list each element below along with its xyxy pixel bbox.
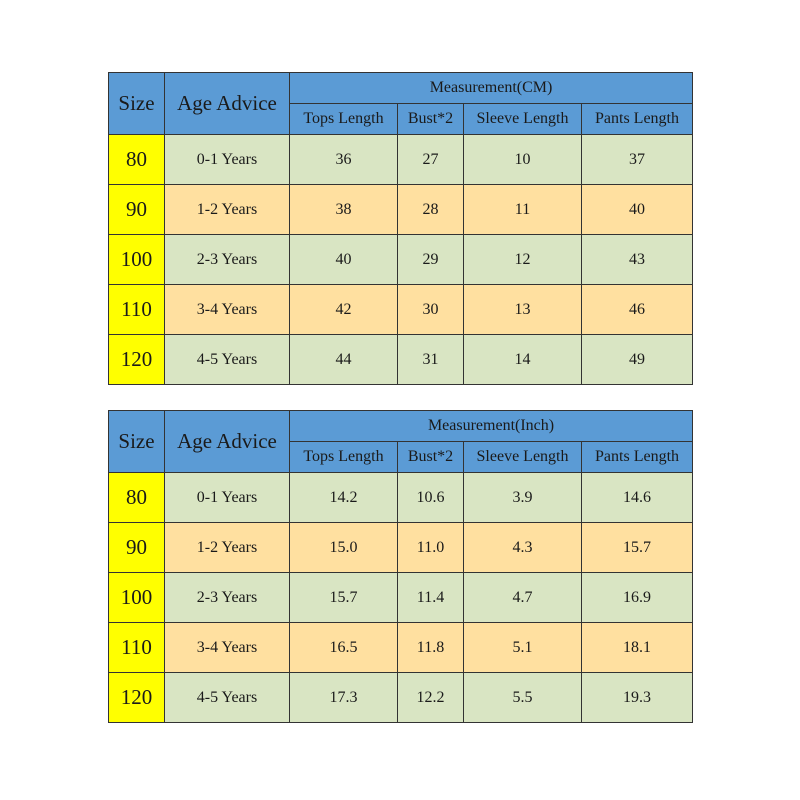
column-header: Bust*2: [398, 442, 464, 473]
age-cell: 4-5 Years: [165, 335, 290, 385]
value-cell: 17.3: [290, 673, 398, 723]
value-cell: 15.0: [290, 523, 398, 573]
value-cell: 10.6: [398, 473, 464, 523]
value-cell: 16.9: [582, 573, 693, 623]
age-advice-header: Age Advice: [165, 73, 290, 135]
value-cell: 36: [290, 135, 398, 185]
size-cell: 110: [109, 285, 165, 335]
table-row: [109, 473, 693, 523]
value-cell: 43: [582, 235, 693, 285]
value-cell: 12.2: [398, 673, 464, 723]
table-row: [109, 623, 693, 673]
value-cell: 5.5: [464, 673, 582, 723]
value-cell: 31: [398, 335, 464, 385]
value-cell: 38: [290, 185, 398, 235]
age-cell: 3-4 Years: [165, 623, 290, 673]
age-cell: 2-3 Years: [165, 235, 290, 285]
value-cell: 11.0: [398, 523, 464, 573]
column-header: Bust*2: [398, 104, 464, 135]
value-cell: 14.6: [582, 473, 693, 523]
size-cell: 80: [109, 473, 165, 523]
table-row: [109, 573, 693, 623]
age-cell: 2-3 Years: [165, 573, 290, 623]
size-cell: 120: [109, 673, 165, 723]
size-chart-inch-table: [108, 410, 693, 723]
value-cell: 11.4: [398, 573, 464, 623]
value-cell: 44: [290, 335, 398, 385]
age-cell: 1-2 Years: [165, 523, 290, 573]
table-row: [109, 185, 693, 235]
measurement-group-header: Measurement(CM): [290, 73, 693, 104]
value-cell: 18.1: [582, 623, 693, 673]
age-cell: 4-5 Years: [165, 673, 290, 723]
value-cell: 49: [582, 335, 693, 385]
value-cell: 5.1: [464, 623, 582, 673]
value-cell: 14.2: [290, 473, 398, 523]
value-cell: 4.3: [464, 523, 582, 573]
size-cell: 80: [109, 135, 165, 185]
size-cell: 110: [109, 623, 165, 673]
value-cell: 30: [398, 285, 464, 335]
value-cell: 37: [582, 135, 693, 185]
table-row: [109, 235, 693, 285]
column-header: Tops Length: [290, 104, 398, 135]
size-cell: 90: [109, 523, 165, 573]
value-cell: 16.5: [290, 623, 398, 673]
value-cell: 11.8: [398, 623, 464, 673]
size-chart-cm-table: [108, 72, 693, 385]
column-header: Sleeve Length: [464, 442, 582, 473]
age-cell: 1-2 Years: [165, 185, 290, 235]
value-cell: 4.7: [464, 573, 582, 623]
value-cell: 15.7: [290, 573, 398, 623]
value-cell: 3.9: [464, 473, 582, 523]
age-cell: 3-4 Years: [165, 285, 290, 335]
table-row: [109, 335, 693, 385]
table-row: [109, 673, 693, 723]
value-cell: 40: [582, 185, 693, 235]
value-cell: 28: [398, 185, 464, 235]
size-cell: 120: [109, 335, 165, 385]
value-cell: 14: [464, 335, 582, 385]
column-header: Sleeve Length: [464, 104, 582, 135]
value-cell: 29: [398, 235, 464, 285]
table-row: [109, 523, 693, 573]
value-cell: 11: [464, 185, 582, 235]
value-cell: 40: [290, 235, 398, 285]
age-cell: 0-1 Years: [165, 135, 290, 185]
column-header: Pants Length: [582, 442, 693, 473]
age-cell: 0-1 Years: [165, 473, 290, 523]
value-cell: 12: [464, 235, 582, 285]
column-header: Tops Length: [290, 442, 398, 473]
value-cell: 19.3: [582, 673, 693, 723]
value-cell: 13: [464, 285, 582, 335]
size-cell: 100: [109, 235, 165, 285]
size-header: Size: [109, 411, 165, 473]
size-header: Size: [109, 73, 165, 135]
size-cell: 100: [109, 573, 165, 623]
table-row: [109, 135, 693, 185]
age-advice-header: Age Advice: [165, 411, 290, 473]
measurement-group-header: Measurement(Inch): [290, 411, 693, 442]
value-cell: 46: [582, 285, 693, 335]
value-cell: 10: [464, 135, 582, 185]
column-header: Pants Length: [582, 104, 693, 135]
table-row: [109, 285, 693, 335]
size-cell: 90: [109, 185, 165, 235]
value-cell: 42: [290, 285, 398, 335]
value-cell: 15.7: [582, 523, 693, 573]
value-cell: 27: [398, 135, 464, 185]
